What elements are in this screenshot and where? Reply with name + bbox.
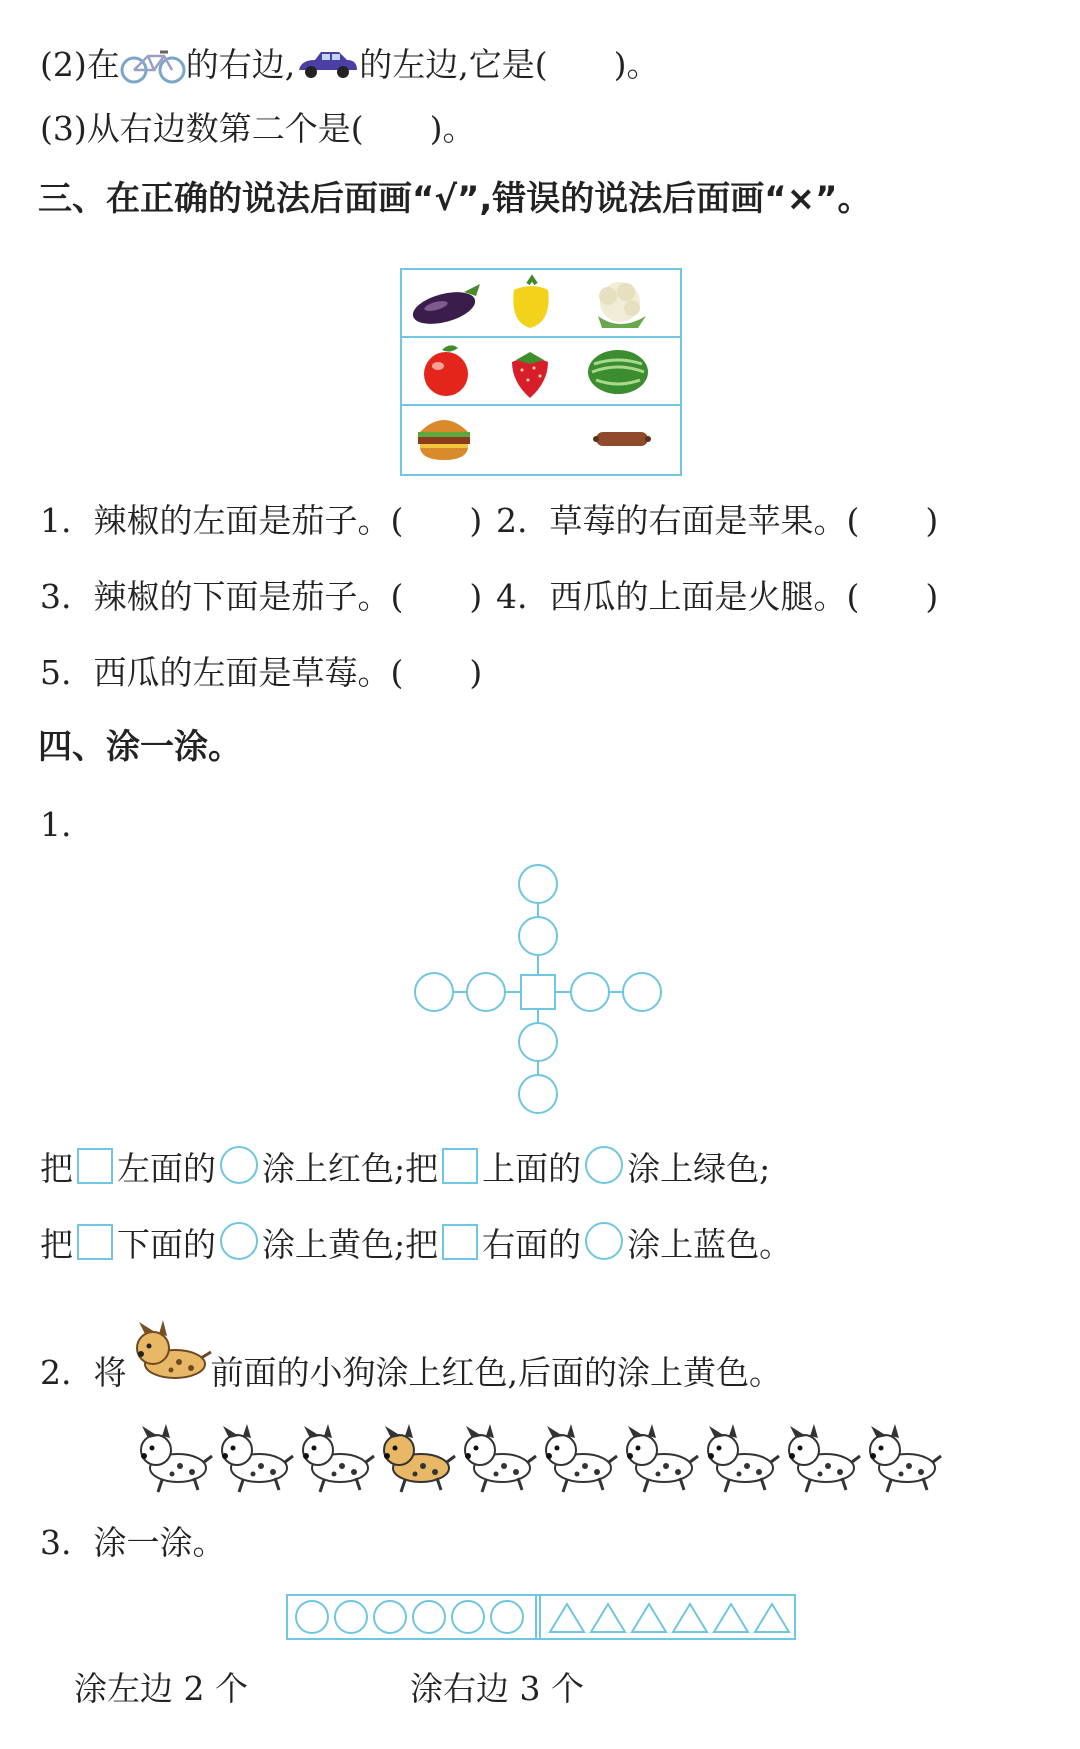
car-icon bbox=[295, 48, 359, 82]
watermelon-icon bbox=[588, 350, 648, 394]
circle-icon bbox=[585, 1222, 623, 1260]
triangle-shape bbox=[591, 1604, 625, 1632]
question-3-line: (3)从右边数第二个是( )。 bbox=[40, 109, 476, 148]
shapes-box bbox=[286, 1594, 796, 1640]
instruction-line-1: 把 左面的 涂上红色;把 上面的 涂上绿色; bbox=[40, 1146, 770, 1185]
circle-left-outer bbox=[415, 973, 453, 1011]
dog-row bbox=[0, 1410, 1080, 1500]
dog-outline bbox=[627, 1424, 698, 1492]
circle-bottom-inner bbox=[519, 1023, 557, 1061]
dog-outline bbox=[303, 1424, 374, 1492]
instruction-line-2: 把 下面的 涂上黄色;把 右面的 涂上蓝色。 bbox=[40, 1222, 792, 1261]
burger-icon bbox=[418, 420, 470, 460]
square-icon bbox=[77, 1148, 113, 1184]
cauliflower-icon bbox=[598, 282, 646, 328]
circle-shape bbox=[374, 1601, 406, 1633]
dog-outline bbox=[789, 1424, 860, 1492]
triangle-shape bbox=[755, 1604, 789, 1632]
circle-bottom-outer bbox=[519, 1075, 557, 1113]
strawberry-icon bbox=[512, 352, 548, 398]
cross-diagram bbox=[0, 850, 1080, 1170]
question-2-line: (2)在 的右边, 的左边,它是( )。 bbox=[40, 45, 660, 84]
circle-right-inner bbox=[571, 973, 609, 1011]
apple-icon bbox=[424, 345, 468, 396]
statement-1: 1. 辣椒的左面是茄子。( ) bbox=[40, 501, 483, 540]
circle-shape bbox=[452, 1601, 484, 1633]
center-square bbox=[521, 975, 555, 1009]
circle-icon bbox=[220, 1146, 258, 1184]
circle-top-outer bbox=[519, 865, 557, 903]
bicycle-icon bbox=[120, 48, 186, 84]
triangle-shape bbox=[550, 1604, 584, 1632]
dog-colored bbox=[384, 1424, 455, 1492]
circle-shape bbox=[296, 1601, 328, 1633]
food-grid bbox=[400, 268, 682, 476]
pepper-icon bbox=[513, 278, 548, 328]
circle-shape bbox=[413, 1601, 445, 1633]
right-caption: 涂右边 3 个 bbox=[410, 1669, 584, 1708]
section-3-heading: 三、在正确的说法后面画“√”,错误的说法后面画“×”。 bbox=[38, 179, 872, 219]
section-4-heading: 四、涂一涂。 bbox=[38, 727, 242, 767]
triangle-shape bbox=[714, 1604, 748, 1632]
sausage-icon bbox=[593, 432, 651, 446]
dog-outline bbox=[870, 1424, 941, 1492]
dog-outline bbox=[465, 1424, 536, 1492]
circle-top-inner bbox=[519, 917, 557, 955]
square-icon bbox=[442, 1148, 478, 1184]
statement-4: 4. 西瓜的上面是火腿。( ) bbox=[496, 577, 939, 616]
circle-icon bbox=[585, 1146, 623, 1184]
circle-icon bbox=[220, 1222, 258, 1260]
circle-right-outer bbox=[623, 973, 661, 1011]
circle-shape bbox=[491, 1601, 523, 1633]
statement-5: 5. 西瓜的左面是草莓。( ) bbox=[40, 653, 483, 692]
statement-3: 3. 辣椒的下面是茄子。( ) bbox=[40, 577, 483, 616]
left-caption: 涂左边 2 个 bbox=[74, 1669, 248, 1708]
q2-line: 2. 将 前面的小狗涂上红色,后面的涂上黄色。 bbox=[40, 1334, 782, 1394]
circle-left-inner bbox=[467, 973, 505, 1011]
eggplant-icon bbox=[409, 284, 480, 330]
statement-2: 2. 草莓的右面是苹果。( ) bbox=[496, 501, 939, 540]
q3-line: 3. 涂一涂。 bbox=[40, 1523, 226, 1562]
triangle-shape bbox=[673, 1604, 707, 1632]
dog-outline bbox=[222, 1424, 293, 1492]
dog-icon bbox=[127, 1334, 211, 1394]
q1-number: 1. bbox=[40, 805, 72, 844]
triangle-shape bbox=[632, 1604, 666, 1632]
circle-shape bbox=[335, 1601, 367, 1633]
dog-outline bbox=[708, 1424, 779, 1492]
square-icon bbox=[77, 1224, 113, 1260]
square-icon bbox=[442, 1224, 478, 1260]
dog-outline bbox=[141, 1424, 212, 1492]
dog-outline bbox=[546, 1424, 617, 1492]
